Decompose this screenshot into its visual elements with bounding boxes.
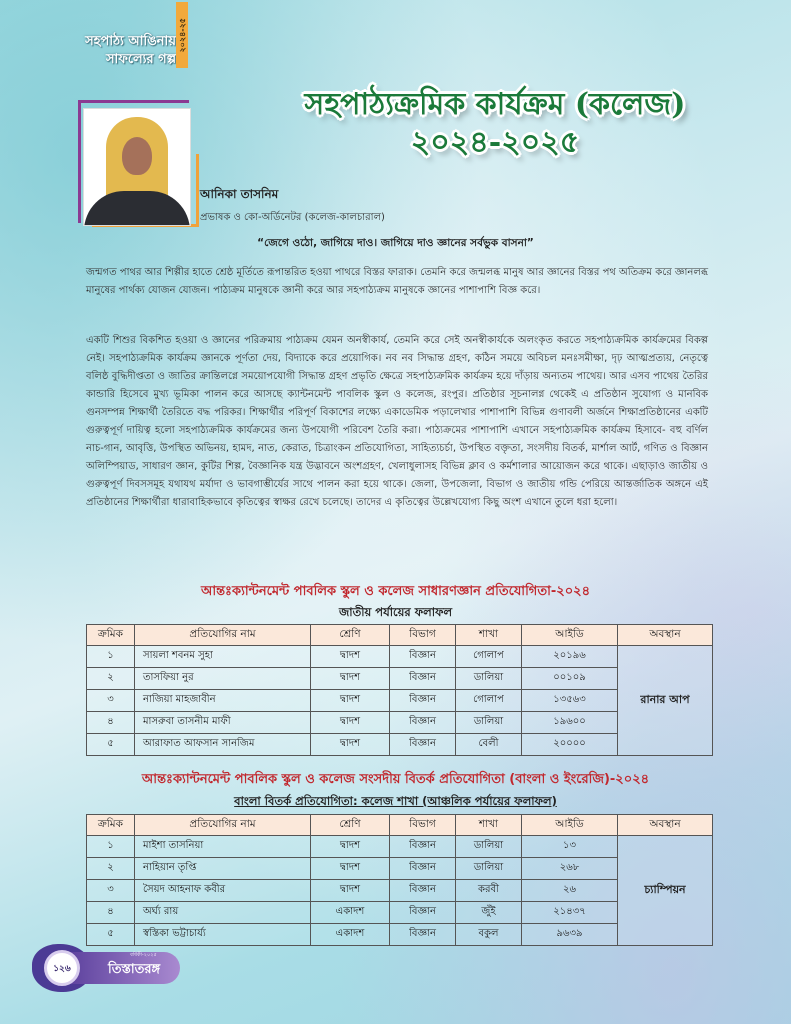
cell-group: বিজ্ঞান [390, 668, 456, 690]
cell-section: ডালিয়া [456, 858, 522, 880]
page-title-line1: সহপাঠ্যক্রমিক কার্যক্রম (কলেজ) [304, 87, 686, 122]
cell-serial: ২ [87, 668, 135, 690]
cell-section: ডালিয়া [456, 712, 522, 734]
cell-id: ১৩৫৬৩ [522, 690, 618, 712]
author-photo [83, 108, 191, 226]
cell-class: দ্বাদশ [311, 668, 390, 690]
cell-section: ডালিয়া [456, 668, 522, 690]
magazine-edition: বর্ষিকী-২০২৫ [130, 952, 157, 958]
cell-serial: ৩ [87, 690, 135, 712]
cell-name: নাহিয়ান তৃপ্তি [135, 858, 311, 880]
series-title-line1: সহপাঠ্য আঙিনায় [85, 34, 176, 49]
cell-name: আরাফাত আফসান সানজিম [135, 734, 311, 756]
cell-class: দ্বাদশ [311, 858, 390, 880]
table2-subtitle [0, 793, 791, 812]
cell-class: দ্বাদশ [311, 690, 390, 712]
series-year-strip [176, 2, 188, 68]
cell-position: রানার আপ [618, 646, 713, 756]
cell-class: দ্বাদশ [311, 734, 390, 756]
cell-group: বিজ্ঞান [390, 646, 456, 668]
col-serial: ক্রমিক [87, 815, 135, 836]
cell-id: ১৯৬০০ [522, 712, 618, 734]
author-photo-frame [78, 100, 196, 226]
footer-page-badge [30, 940, 180, 994]
cell-id: ২১৪৩৭ [522, 902, 618, 924]
cell-group: বিজ্ঞান [390, 690, 456, 712]
cell-name: তাসফিয়া নুর [135, 668, 311, 690]
cell-id: ১৩ [522, 836, 618, 858]
col-section: শাখা [456, 815, 522, 836]
col-name: প্রতিযোগির নাম [135, 625, 311, 646]
cell-class: দ্বাদশ [311, 880, 390, 902]
col-position: অবস্থান [618, 625, 713, 646]
results-table-gk [86, 624, 713, 756]
col-group: বিভাগ [390, 625, 456, 646]
series-year: ২০২৪-২৫ [177, 17, 187, 53]
cell-id: ২০০০০ [522, 734, 618, 756]
cell-serial: ৪ [87, 712, 135, 734]
cell-class: একাদশ [311, 902, 390, 924]
table1-subtitle: জাতীয় পর্যায়ের ফলাফল [338, 605, 453, 619]
cell-class: দ্বাদশ [311, 712, 390, 734]
cell-section: গোলাপ [456, 646, 522, 668]
table2-subtitle-text: বাংলা বিতর্ক প্রতিযোগিতা: কলেজ শাখা (আঞ্চলিক পর্যায়ের ফলাফল) [234, 794, 557, 808]
page-number: ১২৬ [44, 950, 80, 986]
col-id: আইডি [522, 815, 618, 836]
cell-id: ৯৬৩৯ [522, 924, 618, 946]
cell-section: করবী [456, 880, 522, 902]
cell-group: বিজ্ঞান [390, 734, 456, 756]
cell-name: নাজিয়া মাহজাবীন [135, 690, 311, 712]
col-class: শ্রেণি [311, 625, 390, 646]
cell-section: গোলাপ [456, 690, 522, 712]
col-position: অবস্থান [618, 815, 713, 836]
cell-group: বিজ্ঞান [390, 712, 456, 734]
cell-name: অর্ঘ্য রায় [135, 902, 311, 924]
col-class: শ্রেণি [311, 815, 390, 836]
cell-section: বেলী [456, 734, 522, 756]
cell-id: ২৬৮ [522, 858, 618, 880]
paragraph: একটি শিশুর বিকশিত হওয়া ও জ্ঞানের পরিক্রমায় পাঠ্যক্রম যেমন অনস্বীকার্য, তেমনি করে সেই অনস্বীকার্যকে অলংকৃত করতে সহপাঠ্যক্রমিক কার্যক্রমের বিকল্প নেই। সহপাঠ্যক্রমিক কার্যক্রম জ্ঞানকে পূর্ণতা দেয়, বিদ্যাকে করে প্রয়োগিক। নব নব সিদ্ধান্ত গ্রহণ, কঠিন সময়ে অবিচল মনঃসমীক্ষা, দৃঢ় আত্মপ্রত্যয়, নেতৃত্বে বলিষ্ঠ বুদ্ধিদীপ্ততা ও জাতির ক্রান্তিলগ্নে সময়োপযোগী সিদ্ধান্ত গ্রহণ প্রভৃতি ক্ষেত্রে সহপাঠ্যক্রমিক কার্যক্রম হয়ে দাঁড়ায় অন্যতম পাথেয়। আর এসব পাথেয় তৈরির কান্ডারি হিসেবে মুখ্য ভূমিকা পালন করে আসছে ক্যান্টনমেন্ট পাবলিক স্কুল ও কলেজ, রংপুর। প্রতিষ্ঠার সূচনালগ্ন থেকেই এ প্রতিষ্ঠান সুযোগ্য ও মানবিক গুনসম্পন্ন শিক্ষার্থী তৈরিতে বদ্ধ পরিকর। শিক্ষার্থীর পরিপূর্ণ বিকাশের লক্ষ্যে একাডেমিক পড়ালেখার পাশাপাশি বিভিন্ন গুণাবলী অর্জনে শিক্ষাপ্রতিষ্ঠানের একটি গুরুত্বপূর্ণ দায়িত্ব হলো সহপাঠ্যক্রমিক কার্যক্রমের জন্য উপযোগী পরিবেশ তৈরি করা। পাঠ্যক্রমের পাশাপাশি এখানে সহপাঠ্যক্রমিক কার্যক্রম হিসাবে- বহু বর্ণিল নাচ-গান, আবৃত্তি, উপস্থিত অভিনয়, হামদ, নাত, কেরাত, চিত্রাংকন প্রতিযোগিতা, সাহিত্যচর্চা, উপস্থিত বক্তৃতা, সংসদীয় বিতর্ক, মার্শাল আর্ট, গণিত ও বিজ্ঞান অলিম্পিয়াড, সাধারণ জ্ঞান, কুটির শিল্প, বৈজ্ঞানিক যন্ত্র উদ্ভাবনে অংশগ্রহণ, খেলাধুলাসহ বিভিন্ন ক্লাব ও কর্মশালার আয়োজন করে থাকে। এছাড়াও জাতীয় ও গুরুত্বপূর্ণ দিবসসমূহ যথাযথ মর্যাদা ও ভাবগাম্ভীর্যের সাথে পালন করা হয়ে থাকে। জেলা, উপজেলা, বিভাগ ও জাতীয় গন্ডি পেরিয়ে আন্তর্জাতিক অঙ্গনে এই প্রতিষ্ঠানের শিক্ষার্থীরা ধারাবাহিকভাবে কৃতিত্বের স্বাক্ষর রেখে চলেছে। তাদের এ কৃতিত্বের উল্লেখযোগ্য কিছু অংশ এখানে তুলে ধরা হলো। [86, 335, 708, 508]
magazine-name: তিস্তাতরঙ্গ [108, 962, 161, 977]
col-section: শাখা [456, 625, 522, 646]
cell-group: বিজ্ঞান [390, 902, 456, 924]
col-id: আইডি [522, 625, 618, 646]
cell-serial: ৩ [87, 880, 135, 902]
table-row [87, 836, 713, 858]
series-logo [64, 17, 190, 78]
cell-serial: ১ [87, 646, 135, 668]
author-info [200, 186, 385, 227]
cell-class: একাদশ [311, 924, 390, 946]
cell-section: ডালিয়া [456, 836, 522, 858]
cell-section: বকুল [456, 924, 522, 946]
page-title [240, 86, 750, 162]
cell-section: জুঁই [456, 902, 522, 924]
cell-serial: ১ [87, 836, 135, 858]
series-title-line2: সাফল্যের গল্প [105, 52, 176, 67]
cell-name: মাইশা তাসনিয়া [135, 836, 311, 858]
cell-group: বিজ্ঞান [390, 880, 456, 902]
table-header-row [87, 815, 713, 836]
results-table-debate [86, 814, 713, 946]
cell-serial: ২ [87, 858, 135, 880]
cell-position: চ্যাম্পিয়ন [618, 836, 713, 946]
page-title-line2: ২০২৪-২০২৫ [410, 125, 580, 160]
cell-serial: ৪ [87, 902, 135, 924]
author-name: আনিকা তাসনিম [200, 187, 279, 201]
col-serial: ক্রমিক [87, 625, 135, 646]
table2-title: আন্তঃক্যান্টনমেন্ট পাবলিক স্কুল ও কলেজ সংসদীয় বিতর্ক প্রতিযোগিতা (বাংলা ও ইংরেজি)-২০২৪ [141, 772, 650, 787]
cell-id: ০০১০৯ [522, 668, 618, 690]
cell-group: বিজ্ঞান [390, 924, 456, 946]
cell-class: দ্বাদশ [311, 836, 390, 858]
col-group: বিভাগ [390, 815, 456, 836]
cell-name: মাসরুবা তাসনীম মাফী [135, 712, 311, 734]
quote: “জেগে ওঠো, জাগিয়ে দাও। জাগিয়ে দাও জ্ঞানের সর্বভুক বাসনা” [257, 237, 534, 249]
cell-name: সায়লা শবনম সুহা [135, 646, 311, 668]
col-name: প্রতিযোগির নাম [135, 815, 311, 836]
table-row [87, 646, 713, 668]
table1-title: আন্তঃক্যান্টনমেন্ট পাবলিক স্কুল ও কলেজ সাধারণজ্ঞান প্রতিযোগিতা-২০২৪ [200, 584, 591, 599]
cell-name: স্বস্তিকা ভট্টাচার্য্য [135, 924, 311, 946]
author-role: প্রভাষক ও কো-অর্ডিনেটর (কলেজ-কালচারাল) [200, 212, 385, 223]
cell-serial: ৫ [87, 734, 135, 756]
cell-id: ২৬ [522, 880, 618, 902]
cell-name: সৈয়দ আহনাফ কবীর [135, 880, 311, 902]
cell-group: বিজ্ঞান [390, 858, 456, 880]
table-header-row [87, 625, 713, 646]
paragraph: জন্মগত পাথর আর শিল্পীর হাতে শ্রেষ্ঠ মূর্তিতে রূপান্তরিত হওয়া পাথরে বিস্তর ফারাক। তেমনি করে জন্মলব্ধ মানুষ আর জ্ঞানের বিস্তর পথ অতিক্রম করে জ্ঞানলব্ধ মানুষের পার্থক্য যোজন যোজন। পাঠ্যক্রম মানুষকে জ্ঞানী করে আর সহপাঠ্যক্রম মানুষকে জ্ঞানের পাশাপাশি বিজ্ঞ করে। [86, 267, 708, 296]
cell-group: বিজ্ঞান [390, 836, 456, 858]
cell-id: ২০১৯৬ [522, 646, 618, 668]
cell-serial: ৫ [87, 924, 135, 946]
cell-class: দ্বাদশ [311, 646, 390, 668]
